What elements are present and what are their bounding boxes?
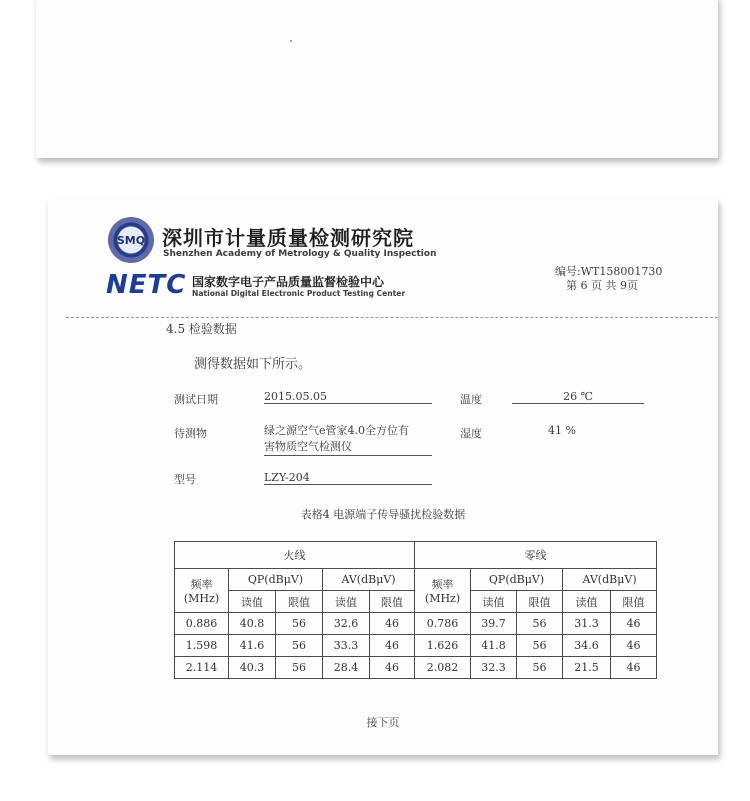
- test-date-label: 测试日期: [174, 393, 218, 406]
- freq-label: 频率: [431, 578, 454, 591]
- humidity-value: 41 %: [548, 424, 576, 437]
- table-cell: 46: [611, 635, 657, 657]
- center-name-cn: 国家数字电子产品质量监督检验中心: [192, 275, 385, 289]
- center-name-en: National Digital Electronic Product Testing Center: [192, 289, 406, 298]
- live-av-header: AV(dBμV): [323, 569, 415, 591]
- table-caption: 表格4 电源端子传导骚扰检验数据: [300, 508, 466, 521]
- freq-unit: (MHz): [424, 592, 461, 605]
- table-cell: 56: [517, 635, 563, 657]
- neutral-qp-header: QP(dBμV): [471, 569, 563, 591]
- netc-logo: NETC: [106, 270, 187, 300]
- header-divider: [66, 317, 718, 318]
- table-cell: 28.4: [323, 657, 370, 679]
- table-cell: 1.626: [415, 635, 471, 657]
- neutral-line-header: 零线: [415, 542, 657, 569]
- table-cell: 46: [611, 613, 657, 635]
- conducted-disturbance-table: [174, 541, 657, 679]
- table-cell: 0.786: [415, 613, 471, 635]
- report-number: 编号:WT158001730: [555, 265, 663, 278]
- intro-text: 测得数据如下所示。: [194, 357, 312, 372]
- table-cell: 34.6: [563, 635, 611, 657]
- live-frequency-header: [175, 569, 229, 613]
- table-cell: 56: [276, 613, 323, 635]
- humidity-label: 湿度: [460, 427, 482, 440]
- limit-header: 限值: [370, 591, 415, 613]
- table-cell: 32.3: [471, 657, 517, 679]
- table-cell: 46: [611, 657, 657, 679]
- table-cell: 41.8: [471, 635, 517, 657]
- sample-label: 待测物: [174, 427, 207, 440]
- table-cell: 46: [370, 635, 415, 657]
- table-cell: 0.886: [175, 613, 229, 635]
- institute-name-en: Shenzhen Academy of Metrology & Quality Inspection: [163, 249, 437, 259]
- previous-page-sheet: [36, 0, 718, 158]
- table-cell: 1.598: [175, 635, 229, 657]
- table-row: [175, 613, 657, 635]
- table-row: [175, 635, 657, 657]
- freq-unit: (MHz): [183, 592, 220, 605]
- table-cell: 40.8: [229, 613, 276, 635]
- table-cell: 46: [370, 613, 415, 635]
- table-cell: 21.5: [563, 657, 611, 679]
- limit-header: 限值: [276, 591, 323, 613]
- table-cell: 33.3: [323, 635, 370, 657]
- section-title: 4.5 检验数据: [166, 322, 237, 336]
- table-row: [175, 657, 657, 679]
- reading-header: 读值: [471, 591, 517, 613]
- sample-value: [264, 423, 432, 456]
- neutral-av-header: AV(dBμV): [563, 569, 657, 591]
- institute-name-cn: 深圳市计量质量检测研究院: [162, 226, 414, 250]
- table-cell: 46: [370, 657, 415, 679]
- model-value: LZY-204: [264, 471, 432, 485]
- model-label: 型号: [174, 473, 196, 486]
- table-cell: 56: [276, 657, 323, 679]
- report-page: [48, 199, 718, 755]
- limit-header: 限值: [517, 591, 563, 613]
- table-cell: 56: [276, 635, 323, 657]
- test-date-value: 2015.05.05: [264, 390, 432, 404]
- table-cell: 56: [517, 657, 563, 679]
- table-cell: 56: [517, 613, 563, 635]
- table-cell: 2.082: [415, 657, 471, 679]
- sample-value-line1: 绿之源空气e管家4.0全方位有: [264, 424, 410, 437]
- sample-value-line2: 害物质空气检测仪: [264, 439, 432, 456]
- table-cell: 39.7: [471, 613, 517, 635]
- table-cell: 31.3: [563, 613, 611, 635]
- freq-label: 频率: [190, 578, 213, 591]
- limit-header: 限值: [611, 591, 657, 613]
- neutral-frequency-header: [415, 569, 471, 613]
- seal-text: SMQ: [116, 233, 146, 247]
- paper-speck: [290, 40, 292, 42]
- table-cell: 32.6: [323, 613, 370, 635]
- live-line-header: 火线: [175, 542, 415, 569]
- reading-header: 读值: [563, 591, 611, 613]
- reading-header: 读值: [323, 591, 370, 613]
- table-cell: 2.114: [175, 657, 229, 679]
- temperature-value: 26 ℃: [512, 390, 644, 404]
- smq-seal-logo: [108, 217, 154, 263]
- table-cell: 40.3: [229, 657, 276, 679]
- table-cell: 41.6: [229, 635, 276, 657]
- continued-note: 接下页: [366, 716, 400, 729]
- page-number: 第 6 页 共 9页: [566, 279, 638, 292]
- temperature-label: 温度: [460, 393, 482, 406]
- live-qp-header: QP(dBμV): [229, 569, 323, 591]
- reading-header: 读值: [229, 591, 276, 613]
